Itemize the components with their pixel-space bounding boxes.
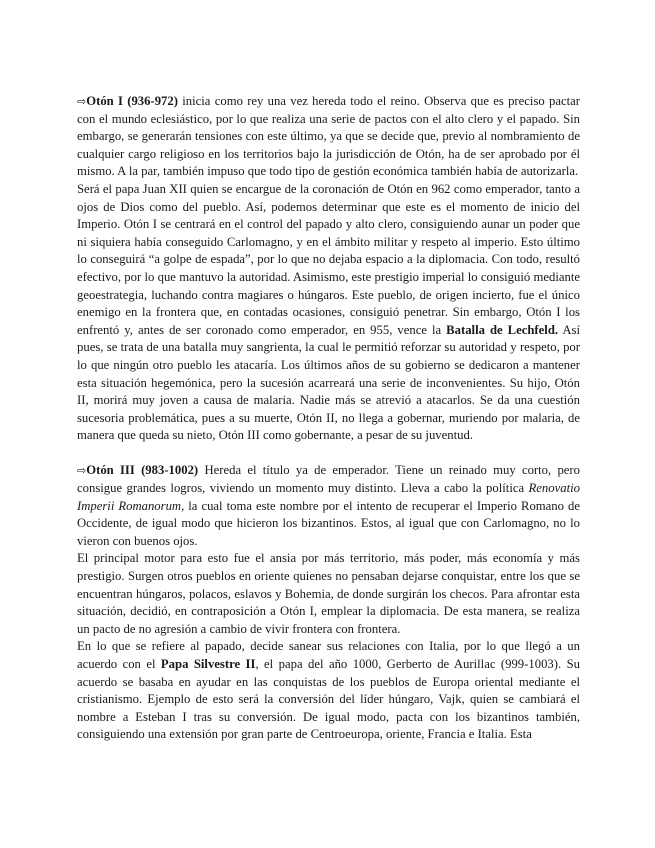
paragraph-oton-iii-motor bbox=[77, 550, 580, 638]
paragraph-oton-iii-intro bbox=[77, 462, 580, 550]
text-oton-iii-papado-b: , el papa del año 1000, Gerberto de Aurillac (999-1003). Su acuerdo se basaba en ayudar en las conquistas de los pueblos de Europa oriental mediante el cristianismo. Ejemplo de esto será la conversión del líder húngaro, Vajk, quien se cambiará el nombre a Esteban I tras su conversión. De igual modo, pacta con los bizantinos también, consiguiendo una extensión por gran parte de Centroeuropa, oriente, Francia e Italia. Esta bbox=[77, 657, 580, 742]
text-oton-i-body-a: Será el papa Juan XII quien se encargue de la coronación de Otón en 962 como emperador, tanto a ojos de Dios como del pueblo. Así, podemos determinar que este es el momento de inicio del Imperio. Otón I se centrará en el control del papado y alto clero, consiguiendo aunar un poder que ni siquiera había conseguido Carlomagno, y en el ámbito militar y respeto al imperio. Esto último lo conseguirá “a golpe de espada”, por lo que no dejaba espacio a la diplomacia. Con todo, resultó efectivo, por lo que mantuvo la autoridad. Asimismo, este prestigio imperial lo consiguió mediante geoestrategia, luchando contra magiares o húngaros. Este pueblo, de origen incierto, fue el único enemigo en la frontera que, en contadas ocasiones, consiguió penetrar. Sin embargo, Otón I los enfrentó y, antes de ser coronado como emperador, en 955, vence la bbox=[77, 181, 580, 337]
paragraph-oton-i-intro bbox=[77, 93, 580, 181]
text-oton-i-body-b: Así pues, se trata de una batalla muy sangrienta, la cual le permitió reforzar su autoridad y respeto, por lo que ningún otro pueblo les atacaría. Los últimos años de su gobierno se dedicaron a mantener esta situación hegemónica, pero la sucesión acarreará una serie de inconvenientes. Su hijo, Otón II, morirá muy joven a causa de malaria. Nadie más se atrevió a atacarlos. Se da una cuestión sucesoria problemática, pues a su muerte, Otón II, no llega a gobernar, muriendo por malaria, de manera que queda su nieto, Otón III como gobernante, a pesar de su juventud. bbox=[77, 322, 580, 443]
italic-renovatio: Renovatio Imperii Romanorum bbox=[77, 481, 580, 513]
paragraph-spacer bbox=[77, 445, 580, 463]
bold-papa-silvestre: Papa Silvestre II bbox=[160, 657, 256, 671]
text-oton-iii-motor: El principal motor para esto fue el ansia por más territorio, más poder, más economía y más prestigio. Surgen otros pueblos en oriente quienes no pensaban dejarse conquistar, entre los que se encuentran húngaros, polacos, eslavos y Bohemia, de donde surgirán los checos. Para afrontar esta situación, decidió, en contraposición a Otón I, emplear la diplomacia. De esta manera, se realiza un pacto de no agresión a cambio de vivir frontera con frontera. bbox=[77, 551, 580, 636]
paragraph-oton-i-body bbox=[77, 181, 580, 445]
bold-batalla-lechfeld: Batalla de Lechfeld. bbox=[446, 322, 559, 337]
text-oton-iii-intro-b: , la cual toma este nombre por el intento de recuperar el Imperio Romano de Occidente, de igual modo que hicieron los bizantinos. Estos, al igual que con Carlomagno, no lo vieron con buenos ojos. bbox=[77, 498, 580, 548]
right-arrow-icon: ⇨ bbox=[77, 464, 87, 478]
text-oton-iii-papado-a: En lo que se refiere al papado, decide sanear sus relaciones con Italia, por lo que llegó a un acuerdo con el bbox=[77, 639, 580, 671]
text-oton-iii-intro-a: Hereda el título ya de emperador. Tiene un reinado muy corto, pero consigue grandes logros, viviendo un momento muy distinto. Lleva a cabo la política bbox=[77, 463, 581, 496]
heading-oton-iii: Otón III (983-1002) bbox=[86, 463, 199, 478]
heading-oton-i: Otón I (936-972) bbox=[86, 94, 178, 108]
paragraph-oton-iii-papado bbox=[77, 638, 580, 744]
right-arrow-icon: ⇨ bbox=[77, 95, 87, 108]
text-oton-i-intro: inicia como rey una vez hereda todo el reino. Observa que es preciso pactar con el mundo eclesiástico, por lo que realiza una serie de pactos con el alto clero y el papado. Sin embargo, se generarán tensiones con este último, ya que se decide que, previo al nombramiento de cualquier cargo religioso en los territorios bajo la jurisdicción de Otón, ha de ser aprobado por él mismo. A la par, también impuso que todo tipo de gestión económica también había de autorizarla. bbox=[77, 94, 581, 179]
